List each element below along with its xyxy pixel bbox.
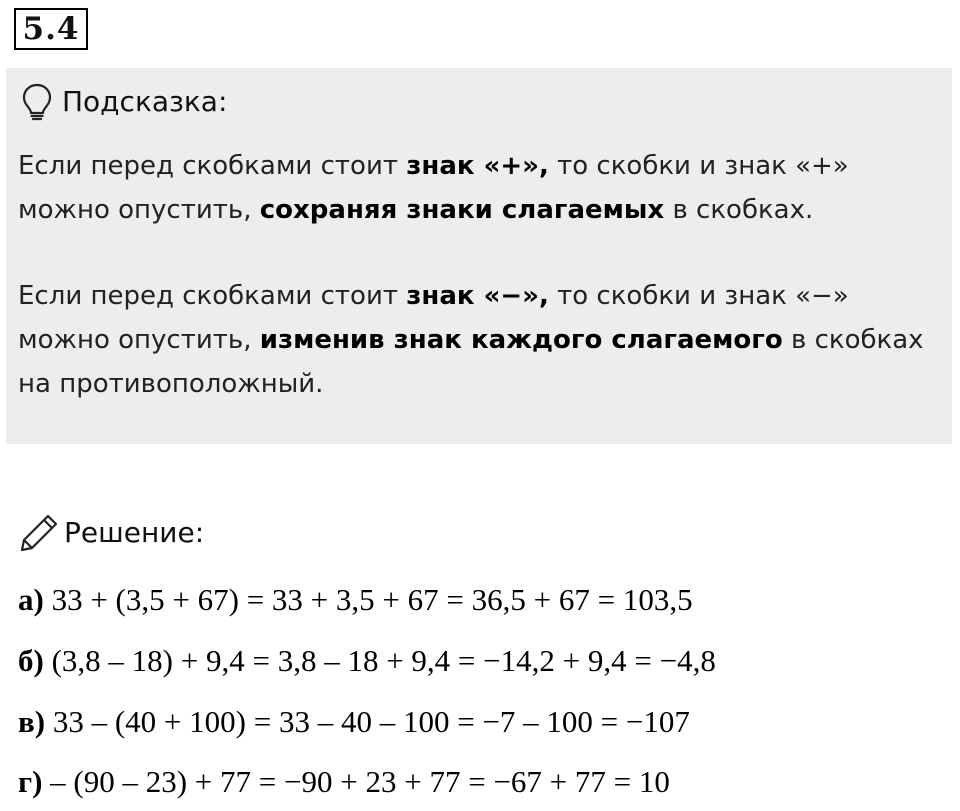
solution-item-a: а) 33 + (3,5 + 67) = 33 + 3,5 + 67 = 36,5 + 67 = 103,5	[18, 582, 693, 617]
pencil-icon	[18, 512, 60, 554]
solution-item-g: г) – (90 – 23) + 77 = −90 + 23 + 77 = −67 + 77 = 10	[18, 764, 670, 799]
solution-header	[18, 512, 204, 554]
hint-p1-line2: можно опустить, сохраняя знаки слагаемых в скобках.	[18, 195, 814, 225]
hint-p2-line3: на противоположный.	[18, 369, 324, 399]
hint-p1-line1: Если перед скобками стоит знак «+», то скобки и знак «+»	[18, 151, 849, 181]
solution-item-b: б) (3,8 – 18) + 9,4 = 3,8 – 18 + 9,4 = −14,2 + 9,4 = −4,8	[18, 643, 716, 678]
hint-p2-line2: можно опустить, изменив знак каждого слагаемого в скобках	[18, 325, 924, 355]
problem-number: 5.4	[14, 8, 88, 50]
lightbulb-icon	[20, 82, 54, 122]
solution-item-v: в) 33 – (40 + 100) = 33 – 40 – 100 = −7 – 100 = −107	[18, 704, 690, 739]
hint-title: Подсказка:	[62, 85, 228, 118]
hint-p2-line1: Если перед скобками стоит знак «−», то скобки и знак «−»	[18, 281, 849, 311]
hint-paragraph-minus	[18, 274, 948, 406]
hint-paragraph-plus	[18, 144, 948, 232]
solution-title: Решение:	[64, 516, 205, 549]
hint-header	[20, 82, 227, 122]
hint-box	[6, 68, 952, 444]
